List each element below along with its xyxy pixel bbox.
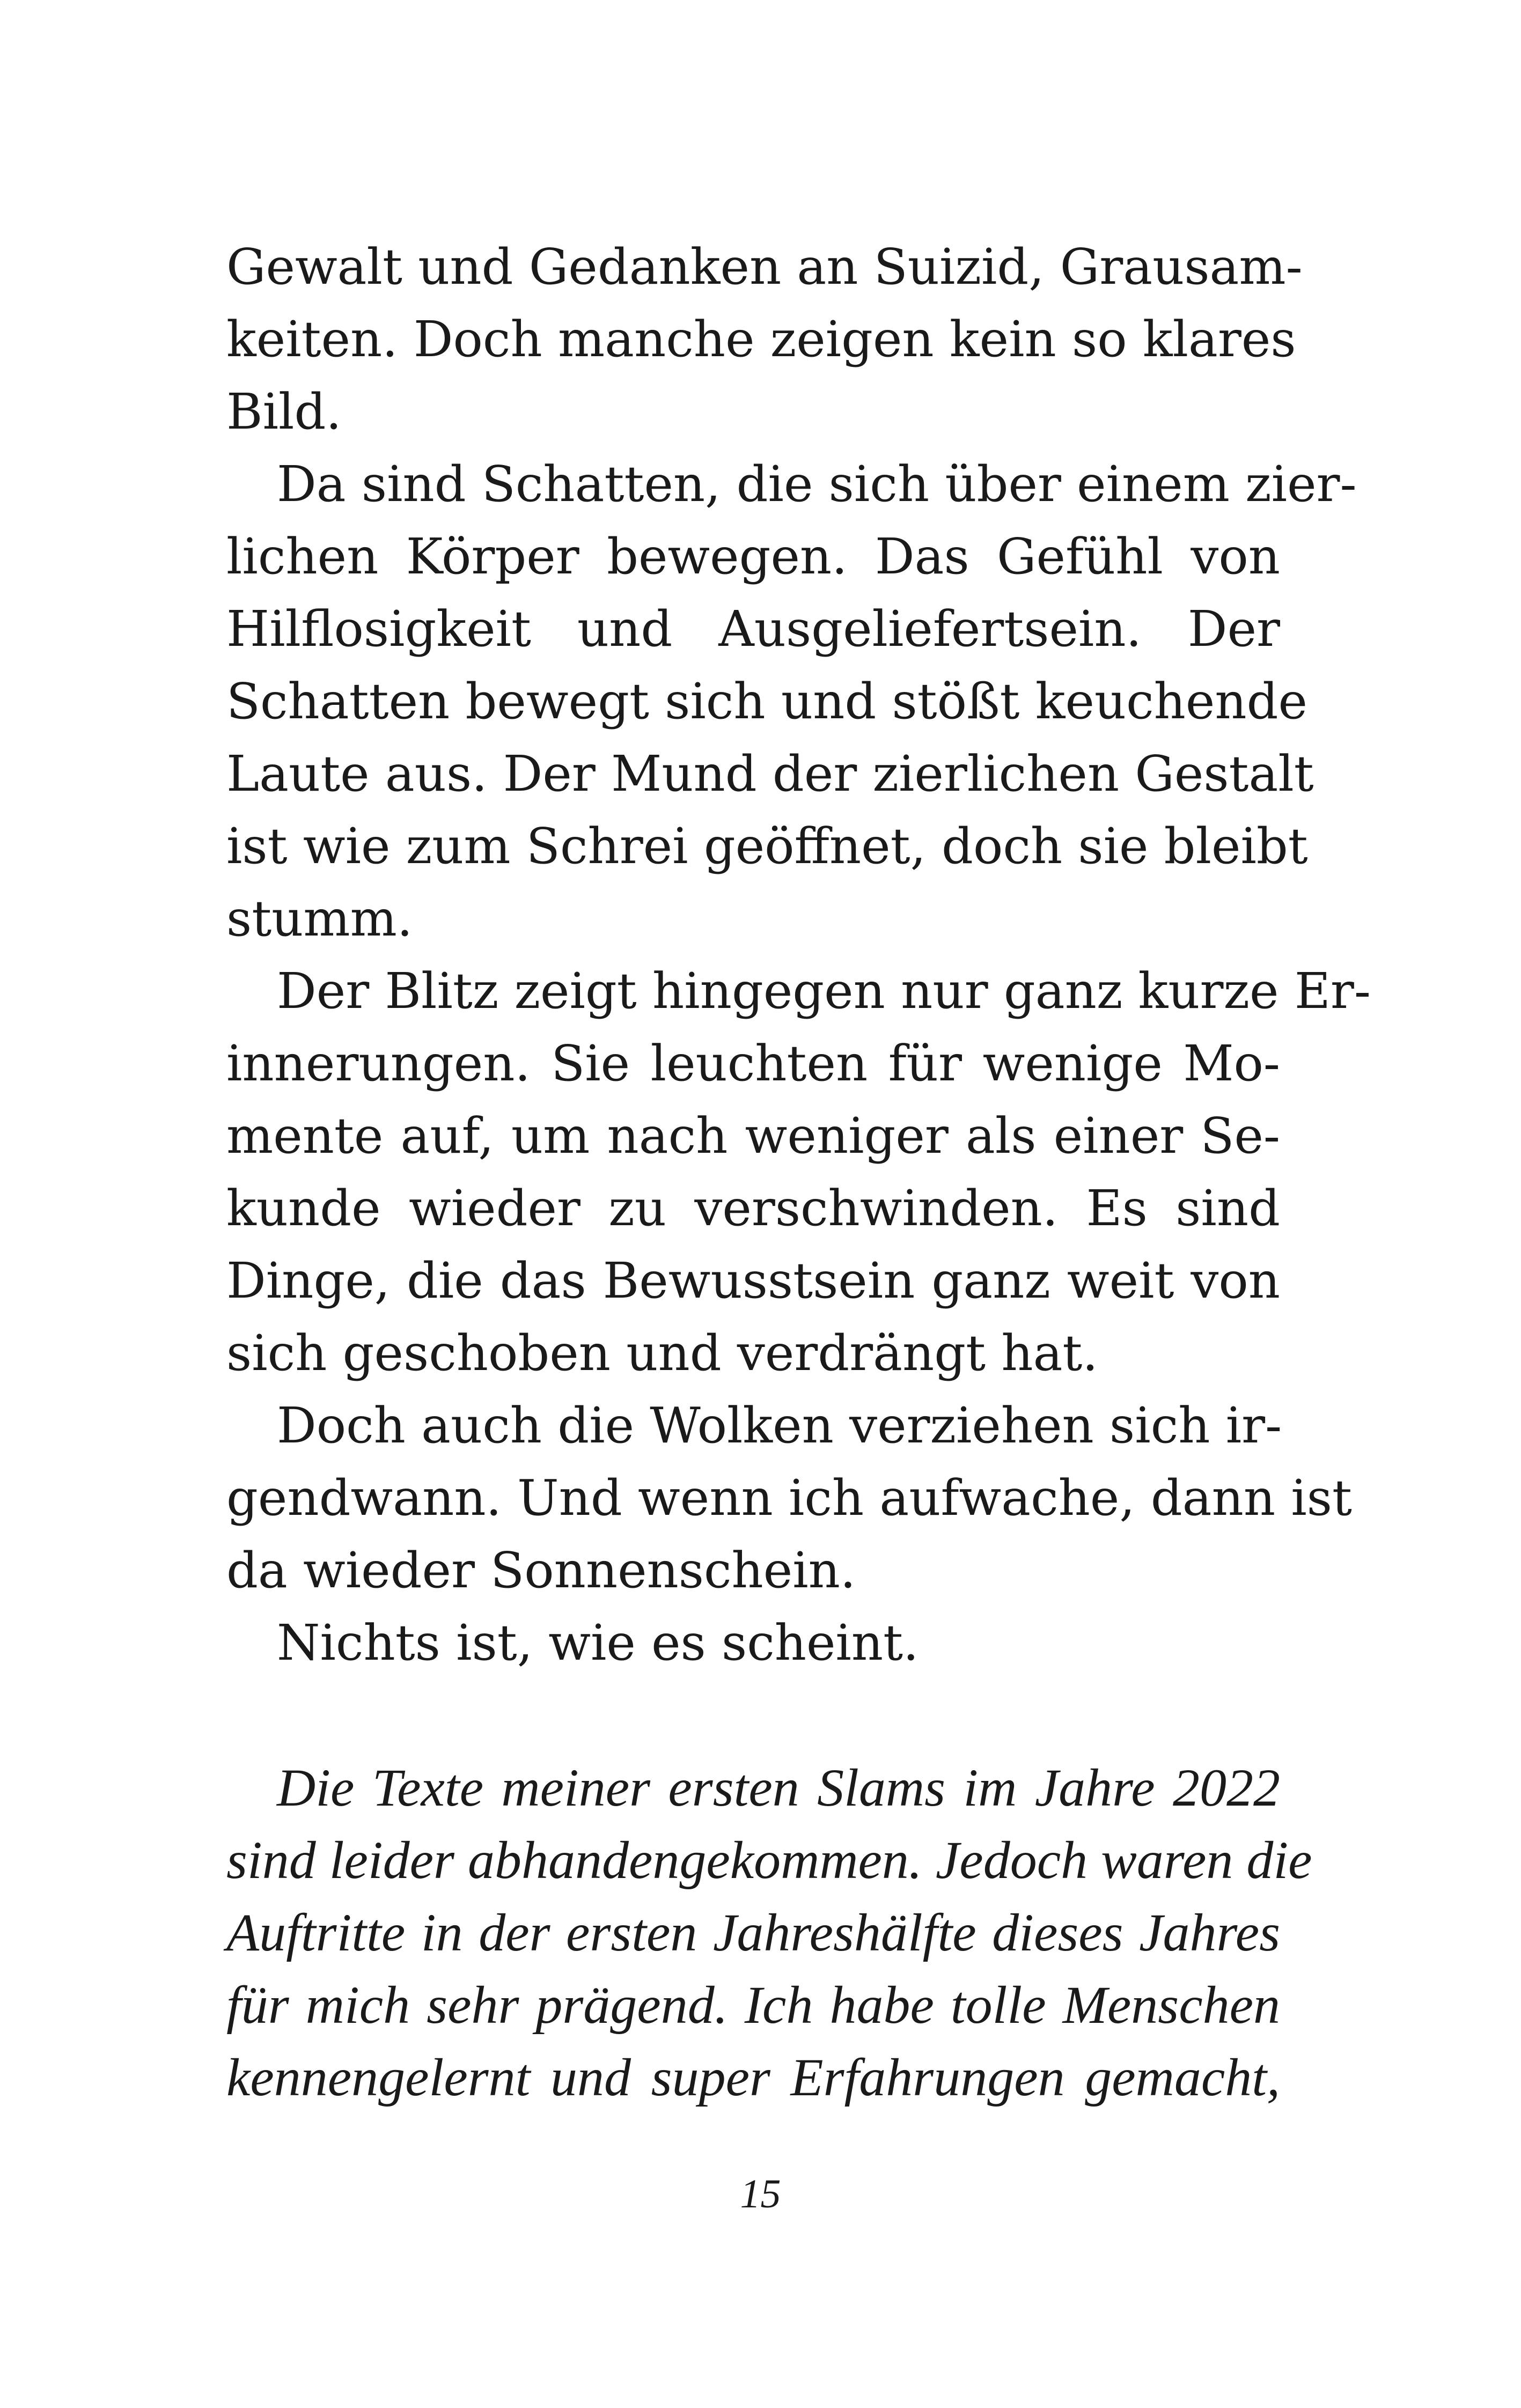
text-line: keiten. Doch manche zeigen kein so klares <box>226 311 1296 368</box>
text-line: lichen Körper bewegen. Das Gefühl von <box>226 528 1280 585</box>
text-line: sich geschoben und verdrängt hat. <box>226 1324 1098 1382</box>
text-line: mente auf, um nach weniger als einer Se- <box>226 1107 1280 1165</box>
page-number: 15 <box>740 2171 781 2216</box>
text-line: kunde wieder zu verschwinden. Es sind <box>226 1180 1280 1237</box>
text-line: Laute aus. Der Mund der zierlichen Gestalt <box>226 745 1314 802</box>
italic-text-line: sind leider abhandengekommen. Jedoch waren die <box>226 1830 1312 1890</box>
text-line: innerungen. Sie leuchten für wenige Mo- <box>226 1035 1280 1092</box>
text-line: Dinge, die das Bewusstsein ganz weit von <box>226 1252 1280 1309</box>
text-line: Bild. <box>226 383 342 440</box>
paragraph-gap <box>226 1679 1280 1751</box>
text-line: Der Blitz zeigt hingegen nur ganz kurze Er- <box>277 962 1371 1020</box>
text-line: ist wie zum Schrei geöffnet, doch sie bleibt <box>226 818 1308 875</box>
text-line: stumm. <box>226 890 413 947</box>
italic-text-line: kennengelernt und super Erfahrungen gemacht, <box>226 2048 1280 2107</box>
text-line: Da sind Schatten, die sich über einem zier- <box>277 455 1357 513</box>
italic-text-line: für mich sehr prägend. Ich habe tolle Menschen <box>226 1975 1280 2035</box>
body-text <box>226 231 1371 2114</box>
text-line: Doch auch die Wolken verziehen sich ir- <box>277 1397 1282 1454</box>
text-line: da wieder Sonnenschein. <box>226 1542 856 1599</box>
text-line: gendwann. Und wenn ich aufwache, dann ist <box>226 1469 1352 1527</box>
text-line: Hilflosigkeit und Ausgeliefertsein. Der <box>226 600 1280 658</box>
italic-text-line: Die Texte meiner ersten Slams im Jahre 2022 <box>277 1758 1280 1817</box>
text-line: Gewalt und Gedanken an Suizid, Grausam- <box>226 238 1303 296</box>
text-line: Nichts ist, wie es scheint. <box>277 1614 919 1671</box>
text-line: Schatten bewegt sich und stößt keuchende <box>226 673 1307 730</box>
italic-text-line: Auftritte in der ersten Jahreshälfte dieses Jahres <box>226 1903 1280 1962</box>
